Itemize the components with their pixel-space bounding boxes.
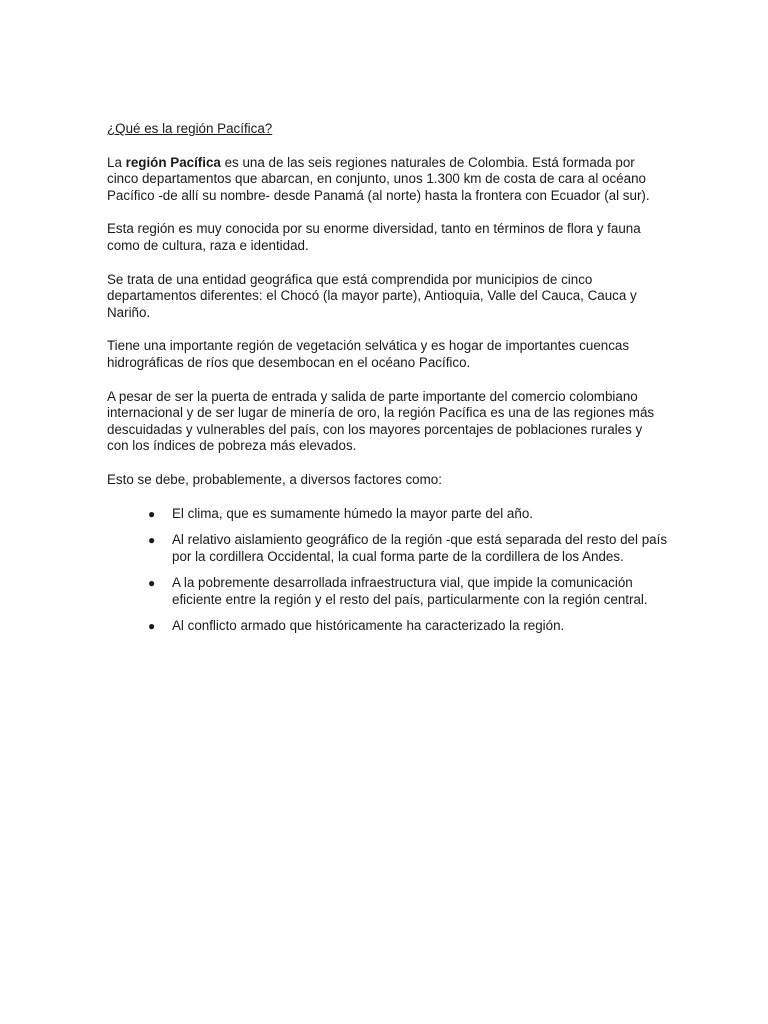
intro-rest: es una de las seis regiones naturales de Colombia. Está formada por cinco departamentos que abarcan, en conjunto, unos 1.300 km de costa de cara al océano Pacífico -de allí su nombre- desde Panamá (al norte) hasta la frontera con Ecuador (al sur). xyxy=(107,154,650,203)
paragraph-geography: Se trata de una entidad geográfica que está comprendida por municipios de cinco departamentos diferentes: el Chocó (la mayor parte), Antioquia, Valle del Cauca, Cauca y Nariño. xyxy=(107,271,637,320)
bullet-icon: ● xyxy=(148,619,156,634)
list-item-text: El clima, que es sumamente húmedo la mayor parte del año. xyxy=(172,505,533,521)
factors-list xyxy=(107,506,667,636)
list-item xyxy=(107,618,667,635)
intro-bold-term: región Pacífica xyxy=(125,154,221,170)
paragraph-diversity: Esta región es muy conocida por su enorme diversidad, tanto en términos de flora y fauna como de cultura, raza e identidad. xyxy=(107,221,641,253)
list-item-text: Al relativo aislamiento geográfico de la región -que está separada del resto del país por la cordillera Occidental, la cual forma parte de la cordillera de los Andes. xyxy=(172,532,668,564)
document-page xyxy=(107,121,667,645)
list-item-text: Al conflicto armado que históricamente ha caracterizado la región. xyxy=(172,618,565,634)
bullet-icon: ● xyxy=(148,506,156,521)
paragraph-factors-intro: Esto se debe, probablemente, a diversos factores como: xyxy=(107,471,442,487)
paragraph-intro xyxy=(107,155,667,205)
list-item xyxy=(107,532,667,565)
list-item xyxy=(107,575,667,608)
intro-start: La xyxy=(107,154,126,170)
paragraph-vegetation: Tiene una importante región de vegetación selvática y es hogar de importantes cuencas hidrográficas de ríos que desembocan en el océano Pacífico. xyxy=(107,338,630,370)
list-item xyxy=(107,506,667,523)
document-title: ¿Qué es la región Pacífica? xyxy=(107,121,273,136)
list-item-text: A la pobremente desarrollada infraestructura vial, que impide la comunicación eficiente entre la región y el resto del país, particularmente con la región central. xyxy=(172,575,648,607)
bullet-icon: ● xyxy=(148,576,156,591)
bullet-icon: ● xyxy=(148,533,156,548)
paragraph-commerce: A pesar de ser la puerta de entrada y salida de parte importante del comercio colombiano internacional y de ser lugar de minería de oro, la región Pacífica es una de las regiones más descuidadas y vulnerables del país, con los mayores porcentajes de poblaciones rurales y con los índices de pobreza más elevados. xyxy=(107,388,655,454)
